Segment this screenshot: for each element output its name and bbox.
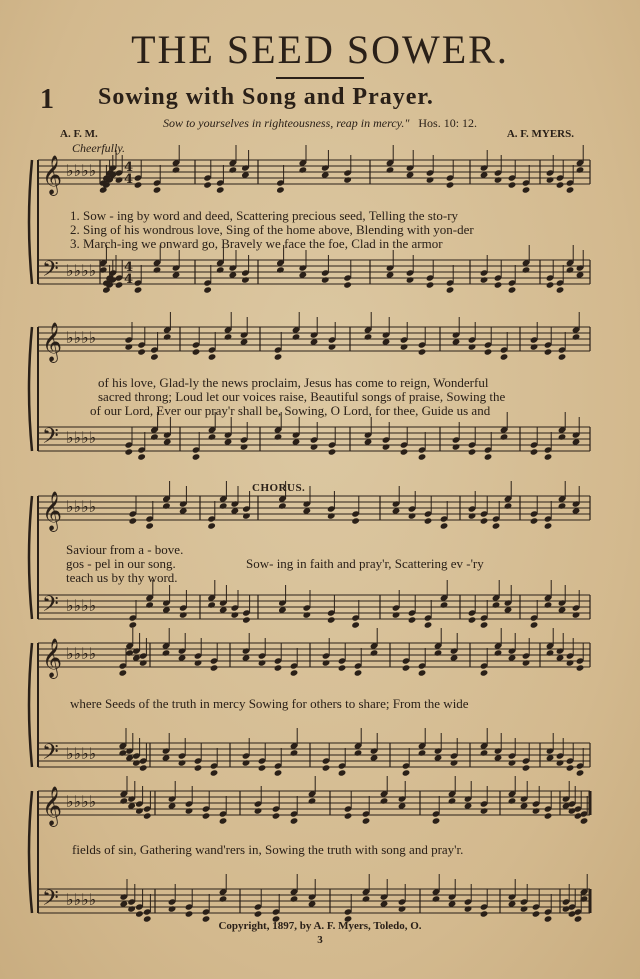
note-head-icon — [290, 817, 299, 824]
note-head-icon — [290, 749, 299, 756]
note-head-icon — [303, 611, 312, 618]
brace-icon — [29, 496, 32, 619]
note-head-icon — [464, 905, 473, 912]
note-head-icon — [194, 659, 203, 666]
page-number: 3 — [317, 934, 323, 946]
note-head-icon — [494, 176, 503, 183]
note-head-icon — [468, 448, 477, 455]
note-head-icon — [566, 764, 575, 771]
lyric-line: 3. March-ing we onward go, Bravely we face the foe, Clad in the armor — [70, 236, 443, 251]
note-head-icon — [468, 512, 477, 519]
note-head-icon — [258, 764, 267, 771]
note-head-icon — [119, 669, 128, 676]
note-head-icon — [386, 166, 395, 173]
note-head-icon — [125, 343, 134, 350]
note-head-icon — [544, 812, 553, 819]
scripture-reference: Hos. 10: 12. — [418, 116, 478, 130]
note-head-icon — [241, 276, 250, 283]
bass-clef-icon: 𝄢 — [42, 257, 59, 287]
note-head-icon — [322, 764, 331, 771]
note-head-icon — [480, 807, 489, 814]
note-head-icon — [406, 276, 415, 283]
note-head-icon — [424, 621, 433, 628]
treble-clef-icon: 𝄞 — [42, 155, 63, 195]
note-head-icon — [480, 517, 489, 524]
note-head-icon — [242, 512, 251, 519]
note-head-icon — [500, 353, 509, 360]
note-head-icon — [254, 910, 263, 917]
note-head-icon — [480, 621, 489, 628]
note-head-icon — [434, 649, 443, 656]
note-head-icon — [219, 895, 228, 902]
lyric-line: gos - pel in our song. — [66, 556, 176, 571]
note-head-icon — [120, 797, 129, 804]
time-signature-bottom: 4 — [124, 172, 134, 187]
note-head-icon — [216, 266, 225, 273]
note-head-icon — [530, 343, 539, 350]
note-head-icon — [522, 659, 531, 666]
bass-clef-icon: 𝄢 — [42, 424, 59, 454]
note-head-icon — [254, 807, 263, 814]
note-head-icon — [231, 611, 240, 618]
note-head-icon — [370, 649, 379, 656]
note-head-icon — [556, 759, 565, 766]
note-head-icon — [172, 166, 181, 173]
note-head-icon — [530, 448, 539, 455]
note-head-icon — [426, 176, 435, 183]
note-head-icon — [310, 443, 319, 450]
note-head-icon — [185, 807, 194, 814]
note-head-icon — [150, 433, 159, 440]
key-signature-icon: ♭♭♭♭ — [66, 744, 97, 763]
note-head-icon — [115, 176, 124, 183]
book-title: THE SEED SOWER. — [131, 27, 509, 72]
note-head-icon — [276, 186, 285, 193]
note-head-icon — [308, 797, 317, 804]
note-head-icon — [258, 659, 267, 666]
note-head-icon — [203, 286, 212, 293]
treble-clef-icon: 𝄞 — [42, 322, 63, 362]
note-head-icon — [572, 333, 581, 340]
note-head-icon — [418, 348, 427, 355]
note-head-icon — [274, 664, 283, 671]
chorus-label: CHORUS. — [252, 482, 306, 494]
lyric-line: where Seeds of the truth in mercy Sowing for others to share; From the wide — [70, 696, 469, 711]
note-head-icon — [328, 448, 337, 455]
note-head-icon — [556, 181, 565, 188]
note-head-icon — [203, 181, 212, 188]
note-head-icon — [492, 601, 501, 608]
note-head-icon — [402, 664, 411, 671]
note-head-icon — [290, 895, 299, 902]
time-signature-top: 4 — [124, 160, 134, 175]
note-head-icon — [207, 522, 216, 529]
note-head-icon — [402, 769, 411, 776]
note-head-icon — [125, 649, 134, 656]
note-head-icon — [432, 895, 441, 902]
note-head-icon — [408, 512, 417, 519]
note-head-icon — [446, 181, 455, 188]
note-head-icon — [242, 759, 251, 766]
note-head-icon — [566, 659, 575, 666]
note-head-icon — [566, 186, 575, 193]
note-head-icon — [480, 669, 489, 676]
lyric-line: Saviour from a - bove. — [66, 542, 184, 557]
note-head-icon — [468, 616, 477, 623]
note-head-icon — [380, 797, 389, 804]
note-head-icon — [446, 286, 455, 293]
note-head-icon — [544, 348, 553, 355]
note-head-icon — [135, 910, 144, 917]
note-head-icon — [530, 621, 539, 628]
note-head-icon — [532, 807, 541, 814]
note-head-icon — [504, 502, 513, 509]
chorus-lyric-line: Sow- ing in faith and pray'r, Scattering ev -'ry — [246, 556, 484, 571]
note-head-icon — [426, 281, 435, 288]
note-head-icon — [576, 166, 585, 173]
note-head-icon — [398, 905, 407, 912]
key-signature-icon: ♭♭♭♭ — [66, 328, 97, 347]
note-head-icon — [208, 433, 217, 440]
note-head-icon — [494, 649, 503, 656]
brace-icon — [29, 791, 32, 913]
note-head-icon — [274, 353, 283, 360]
key-signature-icon: ♭♭♭♭ — [66, 890, 97, 909]
note-head-icon — [240, 443, 249, 450]
note-head-icon — [274, 769, 283, 776]
brace-icon — [29, 327, 32, 451]
note-head-icon — [500, 433, 509, 440]
note-head-icon — [364, 333, 373, 340]
lyric-line: 2. Sing of his wondrous love, Sing of the home above, Blending with yon-der — [70, 222, 474, 237]
lyric-line: fields of sin, Gathering wand'rers in, Sowing the truth with song and pray'r. — [72, 842, 464, 857]
note-head-icon — [480, 276, 489, 283]
note-head-icon — [544, 601, 553, 608]
note-head-icon — [530, 517, 539, 524]
note-head-icon — [185, 910, 194, 917]
note-head-icon — [492, 522, 501, 529]
note-head-icon — [354, 749, 363, 756]
note-head-icon — [292, 333, 301, 340]
note-head-icon — [440, 522, 449, 529]
time-signature-bottom: 4 — [124, 272, 134, 287]
hymn-title: Sowing with Song and Prayer. — [98, 84, 434, 110]
note-head-icon — [139, 659, 148, 666]
note-head-icon — [129, 517, 138, 524]
note-head-icon — [150, 353, 159, 360]
note-head-icon — [278, 502, 287, 509]
note-head-icon — [125, 448, 134, 455]
note-head-icon — [468, 343, 477, 350]
note-head-icon — [328, 343, 337, 350]
note-head-icon — [192, 348, 201, 355]
note-head-icon — [508, 759, 517, 766]
note-head-icon — [344, 812, 353, 819]
note-head-icon — [558, 353, 567, 360]
note-head-icon — [115, 281, 124, 288]
scripture-text: Sow to yourselves in righteousness, reap in mercy." — [162, 116, 410, 130]
note-head-icon — [544, 453, 553, 460]
note-head-icon — [343, 176, 352, 183]
note-head-icon — [119, 749, 128, 756]
note-head-icon — [290, 669, 299, 676]
lyric-line: of our Lord, Ever our pray'r shall be, Sowing, O Lord, for thee, Guide us and — [90, 403, 491, 418]
lyric-line: sacred throng; Loud let our voices raise, Beautiful songs of praise, Sowing the — [98, 389, 506, 404]
note-head-icon — [508, 797, 517, 804]
tempo-marking: Cheerfully. — [72, 141, 125, 155]
note-head-icon — [362, 895, 371, 902]
key-signature-icon: ♭♭♭♭ — [66, 161, 97, 180]
lyric-line: 1. Sow - ing by word and deed, Scattering precious seed, Telling the sto-ry — [70, 208, 459, 223]
note-head-icon — [532, 910, 541, 917]
note-head-icon — [163, 333, 172, 340]
composer-credit: A. F. MYERS. — [506, 128, 574, 140]
note-head-icon — [520, 905, 529, 912]
note-head-icon — [576, 664, 585, 671]
note-head-icon — [168, 905, 177, 912]
note-head-icon — [522, 266, 531, 273]
brace-icon — [29, 643, 32, 767]
note-head-icon — [566, 266, 575, 273]
note-head-icon — [194, 764, 203, 771]
treble-clef-icon: 𝄞 — [42, 491, 63, 531]
note-head-icon — [382, 443, 391, 450]
note-head-icon — [134, 181, 143, 188]
note-head-icon — [480, 749, 489, 756]
note-head-icon — [508, 286, 517, 293]
copyright-notice: Copyright, 1897, by A. F. Myers, Toledo, O. — [218, 920, 422, 932]
note-head-icon — [229, 166, 238, 173]
note-head-icon — [546, 176, 555, 183]
note-head-icon — [202, 812, 211, 819]
note-head-icon — [299, 166, 308, 173]
note-head-icon — [145, 522, 154, 529]
note-head-icon — [418, 669, 427, 676]
hymn-number: 1 — [40, 84, 54, 115]
note-head-icon — [362, 817, 371, 824]
note-head-icon — [508, 181, 517, 188]
note-head-icon — [210, 664, 219, 671]
note-head-icon — [216, 186, 225, 193]
note-head-icon — [576, 769, 585, 776]
note-head-icon — [480, 910, 489, 917]
note-head-icon — [153, 186, 162, 193]
note-head-icon — [139, 764, 148, 771]
key-signature-icon: ♭♭♭♭ — [66, 261, 97, 280]
key-signature-icon: ♭♭♭♭ — [66, 497, 97, 516]
note-head-icon — [192, 453, 201, 460]
note-head-icon — [494, 281, 503, 288]
note-head-icon — [274, 433, 283, 440]
note-head-icon — [572, 611, 581, 618]
note-head-icon — [440, 601, 449, 608]
note-head-icon — [143, 812, 152, 819]
note-head-icon — [392, 611, 401, 618]
note-head-icon — [276, 266, 285, 273]
note-head-icon — [242, 616, 251, 623]
note-head-icon — [400, 343, 409, 350]
treble-clef-icon: 𝄞 — [42, 638, 63, 678]
note-head-icon — [162, 502, 171, 509]
note-head-icon — [418, 749, 427, 756]
note-head-icon — [558, 502, 567, 509]
note-head-icon — [343, 281, 352, 288]
lyric-line: of his love, Glad-ly the news proclaim, Jesus has come to reign, Wonderful — [98, 375, 489, 390]
note-head-icon — [522, 764, 531, 771]
note-head-icon — [558, 433, 567, 440]
bass-clef-icon: 𝄢 — [42, 592, 59, 622]
note-head-icon — [418, 453, 427, 460]
note-head-icon — [207, 601, 216, 608]
note-head-icon — [448, 797, 457, 804]
key-signature-icon: ♭♭♭♭ — [66, 792, 97, 811]
note-head-icon — [522, 186, 531, 193]
time-signature-top: 4 — [124, 260, 134, 275]
note-head-icon — [145, 601, 154, 608]
note-head-icon — [546, 281, 555, 288]
note-head-icon — [132, 759, 141, 766]
note-head-icon — [134, 286, 143, 293]
note-head-icon — [135, 807, 144, 814]
lyric-line: teach us by thy word. — [66, 570, 178, 585]
key-signature-icon: ♭♭♭♭ — [66, 644, 97, 663]
note-head-icon — [162, 649, 171, 656]
note-head-icon — [351, 517, 360, 524]
note-head-icon — [556, 286, 565, 293]
note-head-icon — [544, 522, 553, 529]
note-head-icon — [137, 453, 146, 460]
note-head-icon — [354, 669, 363, 676]
note-head-icon — [272, 812, 281, 819]
note-head-icon — [327, 616, 336, 623]
bass-clef-icon: 𝄢 — [42, 886, 59, 916]
note-head-icon — [178, 759, 187, 766]
lyricist-credit: A. F. M. — [60, 128, 98, 140]
note-head-icon — [322, 659, 331, 666]
note-head-icon — [219, 817, 228, 824]
note-head-icon — [338, 769, 347, 776]
note-head-icon — [408, 616, 417, 623]
note-head-icon — [321, 276, 330, 283]
note-head-icon — [137, 348, 146, 355]
note-head-icon — [484, 453, 493, 460]
note-head-icon — [127, 905, 136, 912]
note-head-icon — [179, 611, 188, 618]
bass-clef-icon: 𝄢 — [42, 740, 59, 770]
key-signature-icon: ♭♭♭♭ — [66, 428, 97, 447]
note-head-icon — [219, 502, 228, 509]
note-head-icon — [208, 353, 217, 360]
note-head-icon — [400, 448, 409, 455]
note-head-icon — [452, 443, 461, 450]
note-head-icon — [153, 266, 162, 273]
note-head-icon — [338, 664, 347, 671]
note-head-icon — [351, 621, 360, 628]
note-head-icon — [580, 817, 589, 824]
note-head-icon — [129, 621, 138, 628]
key-signature-icon: ♭♭♭♭ — [66, 596, 97, 615]
note-head-icon — [484, 348, 493, 355]
note-head-icon — [432, 817, 441, 824]
treble-clef-icon: 𝄞 — [42, 786, 63, 826]
note-head-icon — [210, 769, 219, 776]
note-head-icon — [546, 649, 555, 656]
note-head-icon — [327, 512, 336, 519]
note-head-icon — [450, 759, 459, 766]
note-head-icon — [224, 333, 233, 340]
brace-icon — [29, 160, 32, 284]
note-head-icon — [424, 517, 433, 524]
